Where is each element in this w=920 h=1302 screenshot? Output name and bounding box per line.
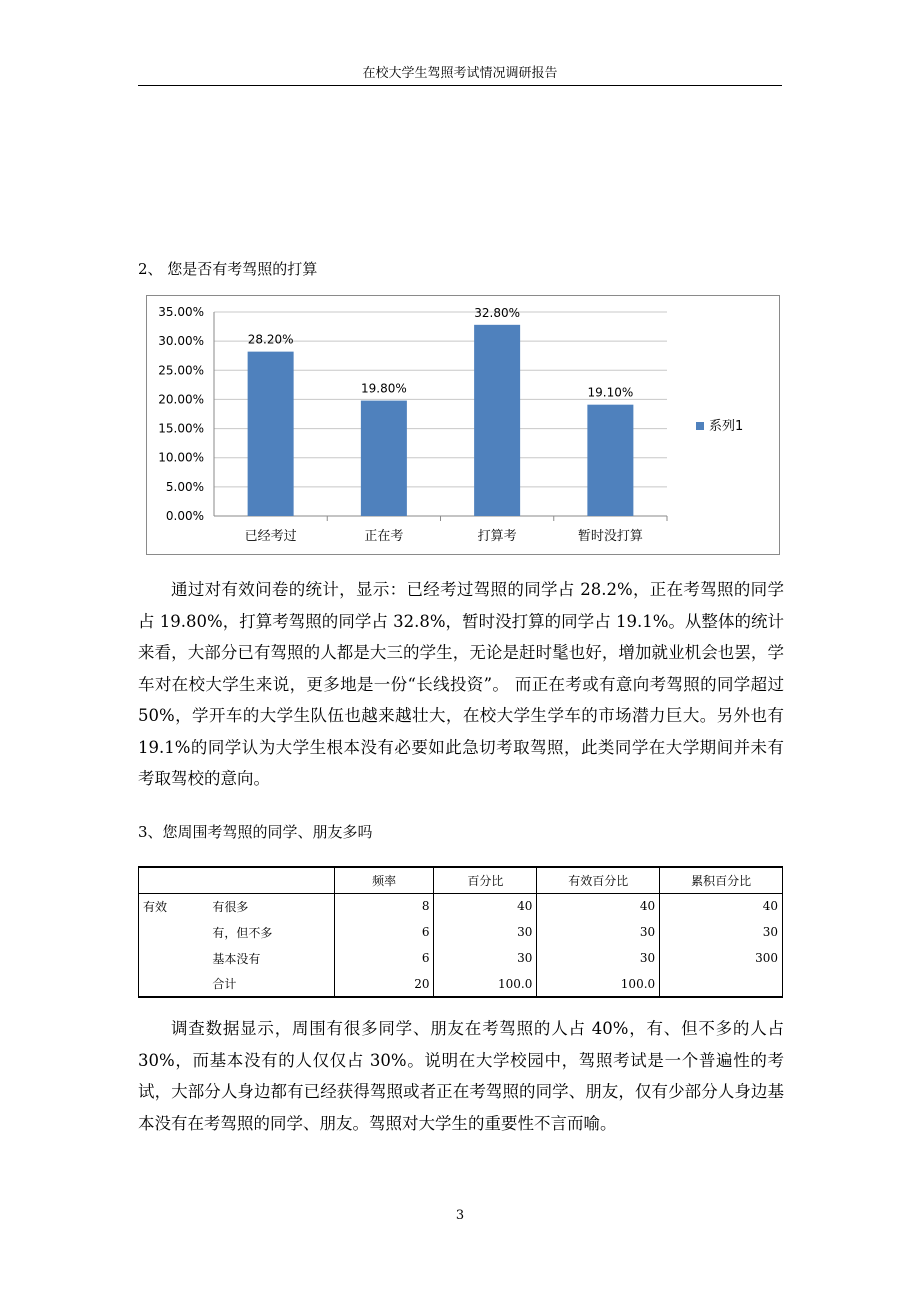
col-header-cumulative-percent: 累积百分比 — [660, 867, 783, 893]
question-3-heading: 3、您周围考驾照的同学、朋友多吗 — [138, 823, 373, 841]
table-cell: 20 — [334, 971, 434, 997]
y-tick-label: 5.00% — [165, 479, 204, 494]
y-tick-label: 15.00% — [158, 421, 204, 436]
x-tick-label: 已经考过 — [244, 529, 297, 544]
table-row — [139, 945, 783, 971]
bar — [361, 401, 407, 516]
table-cell: 8 — [334, 893, 434, 919]
table-corner-cell — [139, 867, 209, 893]
row-group-cell — [139, 919, 209, 945]
data-label: 19.10% — [587, 385, 634, 400]
table-row — [139, 971, 783, 997]
table-cell: 6 — [334, 919, 434, 945]
y-tick-label: 30.00% — [158, 334, 204, 349]
table-cell: 100.0 — [537, 971, 660, 997]
data-label: 28.20% — [247, 332, 294, 347]
col-header-valid-percent: 有效百分比 — [537, 867, 660, 893]
col-header-percent: 百分比 — [434, 867, 537, 893]
row-group-cell — [139, 945, 209, 971]
data-label: 32.80% — [474, 305, 521, 320]
table-header-row — [139, 867, 783, 893]
x-tick-label: 打算考 — [477, 529, 517, 544]
bar — [248, 352, 294, 516]
table-cell: 100.0 — [434, 971, 537, 997]
table-cell: 30 — [537, 945, 660, 971]
table-cell: 30 — [434, 919, 537, 945]
row-group-cell — [139, 971, 209, 997]
frequency-table — [138, 866, 783, 998]
chart-canvas — [147, 296, 779, 554]
x-tick-label: 正在考 — [364, 529, 404, 544]
table-cell: 30 — [537, 919, 660, 945]
header-rule — [138, 85, 782, 86]
paragraph-2: 调查数据显示，周围有很多同学、朋友在考驾照的人占 40%，有、但不多的人占 30%，而基本没有的人仅仅占 30%。说明在大学校园中，驾照考试是一个普遍性的考试，大部分人身边都有已经获得驾照或者正在考驾照的同学、朋友，仅有少部分人身边基本没有在考驾照的同学、朋友。驾照对大学生的重要性不言而喻。 — [138, 1019, 784, 1133]
data-label: 19.80% — [360, 381, 407, 396]
table-cell: 300 — [660, 945, 783, 971]
table-cell: 40 — [660, 893, 783, 919]
table-corner-cell — [208, 867, 334, 893]
table-cell: 30 — [434, 945, 537, 971]
question-2-heading: 2、 您是否有考驾照的打算 — [138, 260, 318, 278]
table-row — [139, 893, 783, 919]
table-row — [139, 919, 783, 945]
col-header-frequency: 频率 — [334, 867, 434, 893]
y-tick-label: 0.00% — [165, 509, 204, 523]
row-label: 基本没有 — [212, 951, 261, 966]
legend-swatch — [696, 422, 704, 430]
bar — [474, 325, 520, 516]
table-cell: 30 — [660, 919, 783, 945]
running-header: 在校大学生驾照考试情况调研报告 — [362, 66, 558, 81]
table-cell: 40 — [434, 893, 537, 919]
row-group-cell: 有效 — [139, 893, 209, 919]
y-tick-label: 35.00% — [158, 305, 204, 319]
paragraph-1: 通过对有效问卷的统计，显示：已经考过驾照的同学占 28.2%，正在考驾照的同学占 19.80%，打算考驾照的同学占 32.8%，暂时没打算的同学占 19.1%。从整体的统计来看，大部分已有驾照的人都是大三的学生，无论是赶时髦也好，增加就业机会也罢，学车对在校大学生来说，更多地是一份“长线投资”。 而正在考或有意向考驾照的同学超过 50%，学开车的大学生队伍也越来越壮大，在校大学生学车的市场潜力巨大。另外也有 19.1%的同学认为大学生根本没有必要如此急切考取驾照，此类同学在大学期间并未有考取驾校的意向。 — [138, 580, 784, 788]
row-label: 合计 — [208, 971, 334, 997]
y-tick-label: 10.00% — [158, 450, 204, 465]
legend-label: 系列1 — [709, 419, 744, 434]
row-label: 有，但不多 — [212, 925, 273, 940]
y-tick-label: 20.00% — [158, 392, 204, 407]
x-tick-label: 暂时没打算 — [577, 529, 643, 544]
table-cell: 40 — [537, 893, 660, 919]
table-cell: 6 — [334, 945, 434, 971]
bar — [587, 405, 633, 516]
y-tick-label: 25.00% — [158, 363, 204, 378]
bar-chart — [146, 295, 780, 555]
page-number: 3 — [455, 1208, 465, 1223]
row-label: 有很多 — [212, 899, 249, 914]
table-cell — [660, 971, 783, 997]
